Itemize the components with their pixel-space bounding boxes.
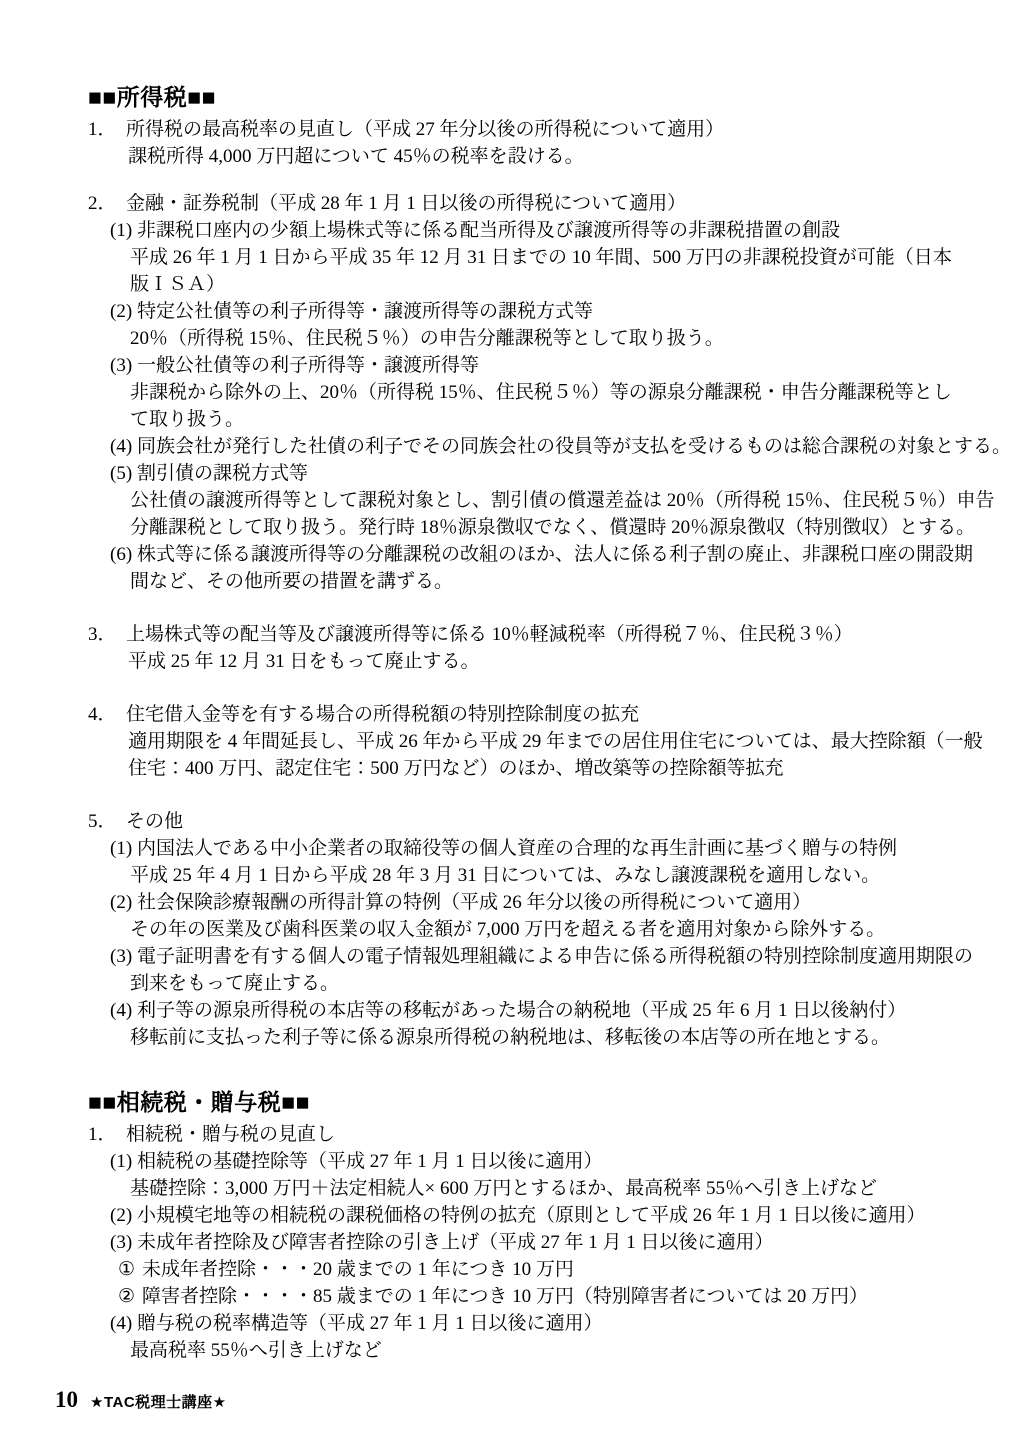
- line-text: 住宅借入金等を有する場合の所得税額の特別控除制度の拡充: [126, 704, 640, 725]
- doc-line: [88, 621, 939, 648]
- list-marker: (4): [110, 1000, 133, 1021]
- line-text: 贈与税の税率構造等（平成 27 年 1 月 1 日以後に適用）: [137, 1313, 603, 1334]
- doc-line: [88, 862, 939, 889]
- doc-line: [88, 143, 939, 170]
- line-text: 一般公社債等の利子所得等・譲渡所得等: [137, 355, 480, 376]
- line-text: 移転前に支払った利子等に係る源泉所得税の納税地は、移転後の本店等の所在地とする。: [130, 1027, 891, 1048]
- line-text: 課税所得 4,000 万円超について 45％の税率を設ける。: [128, 146, 584, 167]
- list-marker: 3．: [88, 624, 117, 645]
- doc-line: [88, 1256, 939, 1283]
- line-text: 到来をもって廃止する。: [130, 973, 340, 994]
- doc-line: [88, 1283, 939, 1310]
- list-marker: 4．: [88, 704, 117, 725]
- line-text: 公社債の譲渡所得等として課税対象とし、割引債の償還差益は 20％（所得税 15％、住民税５％）申告: [130, 490, 995, 511]
- doc-line: [88, 1229, 939, 1256]
- list-marker: (4): [110, 1313, 133, 1334]
- doc-line: [88, 325, 939, 352]
- doc-line: [88, 997, 939, 1024]
- line-text: て取り扱う。: [130, 409, 245, 430]
- line-text: 小規模宅地等の相続税の課税価格の特例の拡充（原則として平成 26 年 1 月 1 日以後に適用）: [137, 1205, 926, 1226]
- line-text: 内国法人である中小企業者の取締役等の個人資産の合理的な再生計画に基づく贈与の特例: [137, 838, 898, 859]
- section-heading-income-tax: ■■所得税■■: [88, 84, 217, 110]
- line-text: 未成年者控除・・・20 歳までの 1 年につき 10 万円: [142, 1259, 574, 1280]
- line-text: 平成 25 年 4 月 1 日から平成 28 年 3 月 31 日については、みなし譲渡課税を適用しない。: [130, 865, 881, 886]
- line-text: 分離課税として取り扱う。発行時 18％源泉徴収でなく、償還時 20％源泉徴収（特別徴収）とする。: [130, 517, 976, 538]
- list-marker: (1): [110, 838, 133, 859]
- list-marker: (3): [110, 946, 133, 967]
- line-text: 特定公社債等の利子所得等・譲渡所得等の課税方式等: [137, 301, 594, 322]
- page-footer: [55, 1388, 227, 1413]
- list-marker: (5): [110, 463, 133, 484]
- doc-line: [88, 1337, 939, 1364]
- section-heading-inheritance-gift-tax: ■■相続税・贈与税■■: [88, 1089, 311, 1115]
- line-text: 同族会社が発行した社債の利子でその同族会社の役員等が支払を受けるものは総合課税の対象とする。: [137, 436, 1012, 457]
- doc-line: [88, 244, 952, 271]
- line-text: 割引債の課税方式等: [137, 463, 309, 484]
- page-number: 10: [55, 1387, 78, 1412]
- doc-line: [88, 1148, 939, 1175]
- line-text: 非課税から除外の上、20％（所得税 15％、住民税５％）等の源泉分離課税・申告分離課税等とし: [130, 382, 952, 403]
- doc-line: [88, 217, 939, 244]
- doc-line: [88, 433, 1012, 460]
- list-marker: (1): [110, 220, 133, 241]
- doc-line: [88, 568, 939, 595]
- list-marker: (2): [110, 301, 133, 322]
- doc-line: [88, 755, 939, 782]
- line-text: 金融・証券税制（平成 28 年 1 月 1 日以後の所得税について適用）: [126, 193, 687, 214]
- doc-line: [88, 648, 939, 675]
- doc-line: [88, 487, 995, 514]
- doc-line: [88, 835, 939, 862]
- doc-line: [88, 541, 974, 568]
- list-marker: (4): [110, 436, 133, 457]
- line-text: 障害者控除・・・・85 歳までの 1 年につき 10 万円（特別障害者については 20 万円）: [142, 1286, 868, 1307]
- doc-line: [88, 406, 939, 433]
- doc-line: [88, 1310, 939, 1337]
- doc-line: [88, 701, 939, 728]
- doc-line: [88, 298, 939, 325]
- list-marker: (2): [110, 1205, 133, 1226]
- line-text: 未成年者控除及び障害者控除の引き上げ（平成 27 年 1 月 1 日以後に適用）: [137, 1232, 774, 1253]
- doc-line: [88, 1121, 939, 1148]
- list-marker: (3): [110, 355, 133, 376]
- list-marker: 1．: [88, 1124, 117, 1145]
- doc-line: [88, 808, 939, 835]
- line-text: 20％（所得税 15％、住民税５％）の申告分離課税等として取り扱う。: [130, 328, 724, 349]
- doc-line: [88, 1024, 939, 1051]
- line-text: その他: [126, 811, 184, 832]
- line-text: 非課税口座内の少額上場株式等に係る配当所得及び譲渡所得等の非課税措置の創設: [137, 220, 841, 241]
- line-text: 株式等に係る譲渡所得等の分離課税の改組のほか、法人に係る利子割の廃止、非課税口座の開設期: [137, 544, 974, 565]
- line-text: 上場株式等の配当等及び譲渡所得等に係る 10％軽減税率（所得税７％、住民税３％）: [126, 624, 853, 645]
- line-text: 最高税率 55％へ引き上げなど: [130, 1340, 382, 1361]
- doc-line: [88, 916, 939, 943]
- doc-line: [88, 1175, 939, 1202]
- doc-line: [88, 889, 939, 916]
- doc-line: [88, 460, 939, 487]
- doc-line: [88, 190, 939, 217]
- line-text: その年の医業及び歯科医業の収入金額が 7,000 万円を超える者を適用対象から除外する。: [130, 919, 886, 940]
- list-marker: ①: [118, 1259, 136, 1280]
- line-text: 利子等の源泉所得税の本店等の移転があった場合の納税地（平成 25 年 6 月 1 日以後納付）: [137, 1000, 907, 1021]
- line-text: 適用期限を 4 年間延長し、平成 26 年から平成 29 年までの居住用住宅については、最大控除額（一般: [128, 731, 983, 752]
- list-marker: 2．: [88, 193, 117, 214]
- doc-line: [88, 271, 939, 298]
- line-text: 社会保険診療報酬の所得計算の特例（平成 26 年分以後の所得税について適用）: [137, 892, 812, 913]
- line-text: 所得税の最高税率の見直し（平成 27 年分以後の所得税について適用）: [126, 119, 725, 140]
- doc-line: [88, 943, 974, 970]
- doc-line: [88, 379, 952, 406]
- doc-line: [88, 352, 939, 379]
- doc-line: [88, 728, 983, 755]
- line-text: 住宅：400 万円、認定住宅：500 万円など）のほか、増改築等の控除額等拡充: [128, 758, 784, 779]
- line-text: 基礎控除：3,000 万円＋法定相続人× 600 万円とするほか、最高税率 55％へ引き上げなど: [130, 1178, 877, 1199]
- list-marker: (3): [110, 1232, 133, 1253]
- list-marker: 5．: [88, 811, 117, 832]
- doc-line: [88, 116, 939, 143]
- brand-label: ★TAC税理士講座★: [90, 1394, 227, 1411]
- list-marker: (2): [110, 892, 133, 913]
- list-marker: (6): [110, 544, 133, 565]
- line-text: 版ＩＳＡ）: [130, 274, 226, 295]
- list-marker: ②: [118, 1286, 136, 1307]
- line-text: 相続税・贈与税の見直し: [126, 1124, 336, 1145]
- line-text: 相続税の基礎控除等（平成 27 年 1 月 1 日以後に適用）: [137, 1151, 603, 1172]
- line-text: 平成 25 年 12 月 31 日をもって廃止する。: [128, 651, 480, 672]
- doc-line: [88, 1202, 939, 1229]
- line-text: 間など、その他所要の措置を講ずる。: [130, 571, 454, 592]
- line-text: 平成 26 年 1 月 1 日から平成 35 年 12 月 31 日までの 10 年間、500 万円の非課税投資が可能（日本: [130, 247, 952, 268]
- line-text: 電子証明書を有する個人の電子情報処理組織による申告に係る所得税額の特別控除制度適用期限の: [137, 946, 974, 967]
- list-marker: (1): [110, 1151, 133, 1172]
- doc-line: [88, 970, 939, 997]
- doc-line: [88, 514, 976, 541]
- list-marker: 1．: [88, 119, 117, 140]
